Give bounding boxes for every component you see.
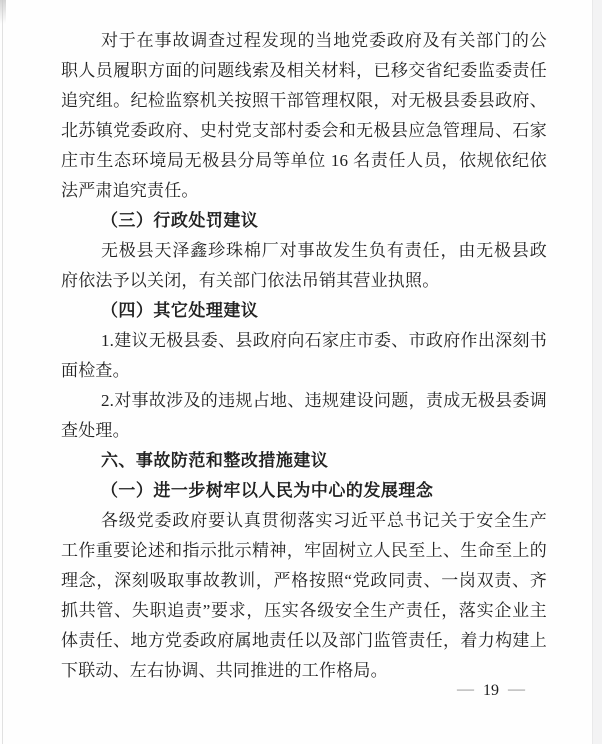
heading-section-6-prevention: 六、事故防范和整改措施建议 [100, 451, 329, 470]
scan-left-edge-line [2, 0, 3, 744]
heading-other-handling: （四）其它处理建议 [100, 301, 259, 320]
paragraph-accountability-referral: 对于在事故调查过程发现的当地党委政府及有关部门的公职人员履职方面的问题线索及相关材料，已移交省纪委监委责任追究组。纪检监察机关按照干部管理权限，对无极县委县政府、北苏镇党委政府、史村党支部村委会和无极县应急管理局、石家庄市生态环境局无极县分局等单位 16 名责任人员，依规依纪依法严肃追究责任。 [61, 31, 547, 200]
scan-right-edge-strip [592, 0, 602, 744]
paragraph-implementation-measures: 各级党委政府要认真贯彻落实习近平总书记关于安全生产工作重要论述和指示批示精神，牢固树立人民至上、生命至上的理念，深刻吸取事故教训，严格按照“党政同责、一岗双责、齐抓共管、失职追责”要求，压实各级安全生产责任，落实企业主体责任、地方党委政府属地责任以及部门监管责任，着力构建上下联动、左右协调、共同推进的工作格局。 [61, 511, 547, 680]
scan-corner-smudge [0, 0, 6, 24]
paragraph-item-2-land-violation: 2.对事故涉及的违规占地、违规建设问题，责成无极县委调查处理。 [61, 391, 547, 440]
heading-administrative-penalty: （三）行政处罚建议 [100, 211, 259, 230]
page-number [457, 680, 525, 700]
page-number-dash-right: — [508, 679, 525, 698]
document-body [61, 26, 547, 686]
page-number-dash-left: — [457, 679, 474, 698]
page-number-value: 19 [483, 682, 499, 699]
paragraph-factory-closure: 无极县天泽鑫珍珠棉厂对事故发生负有责任，由无极县政府依法予以关闭，有关部门依法吊销其营业执照。 [61, 241, 547, 290]
paragraph-item-1-written-review: 1.建议无极县委、县政府向石家庄市委、市政府作出深刻书面检查。 [61, 331, 547, 380]
heading-people-centered-concept: （一）进一步树牢以人民为中心的发展理念 [100, 481, 434, 500]
